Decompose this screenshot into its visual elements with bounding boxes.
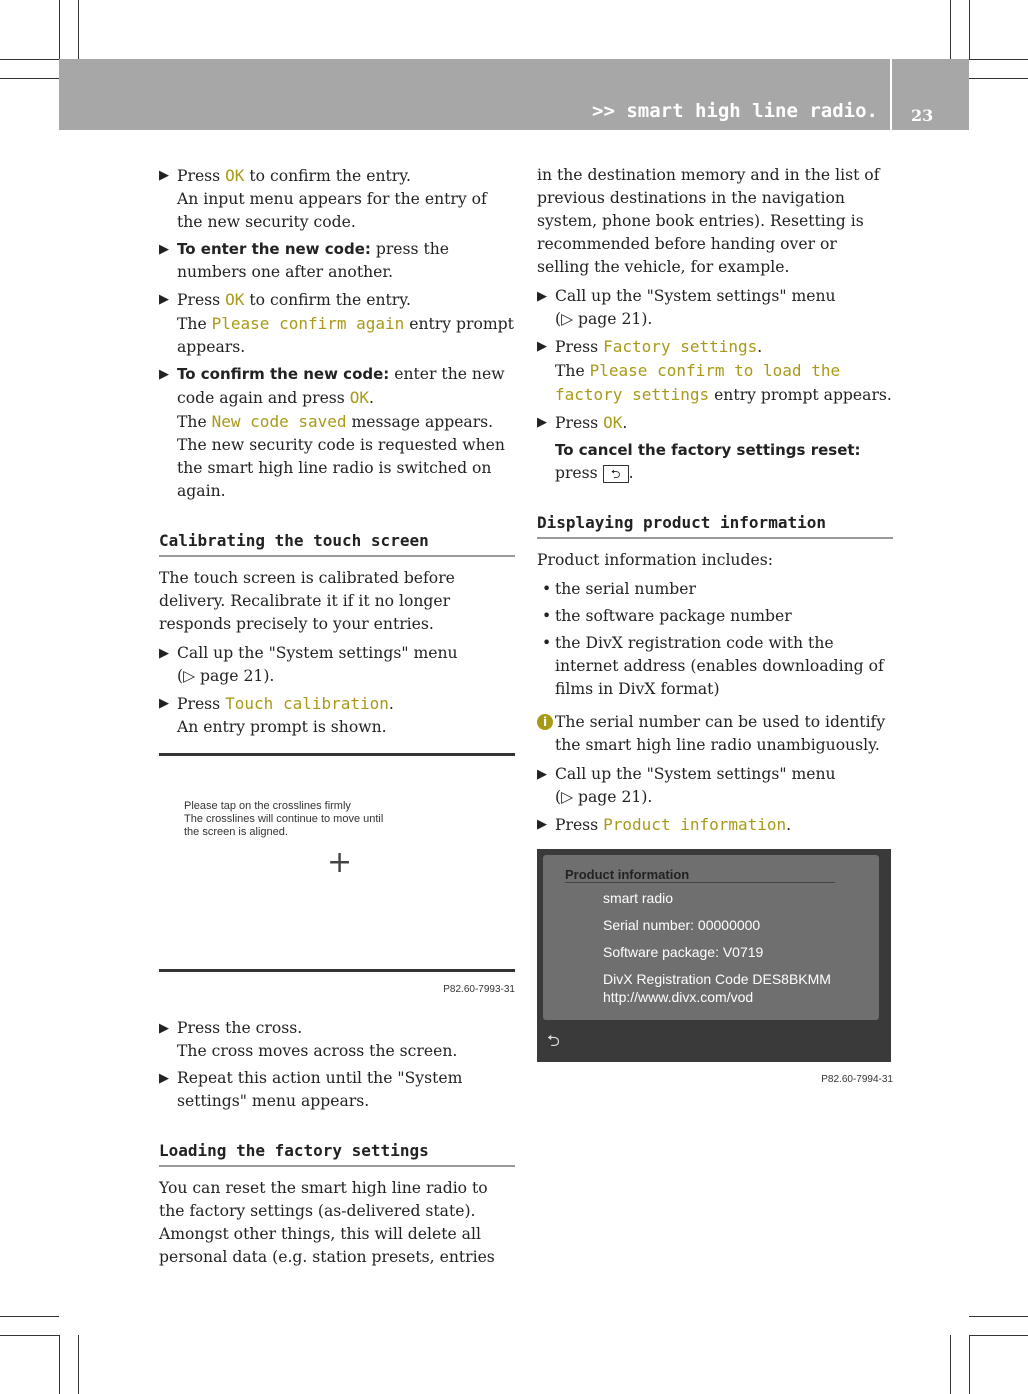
step: ▶ To confirm the new code: enter the new code again and press OK. The New code saved message appears. The new security code is requested when the smart high line radio is switched on again. xyxy=(159,365,505,500)
crop-mark xyxy=(78,0,79,59)
step-arrow-icon: ▶ xyxy=(159,696,169,711)
screen-instructions: Please tap on the crosslines firmly The crosslines will continue to move until the screen is aligned. xyxy=(184,800,384,838)
step-arrow-icon: ▶ xyxy=(537,415,547,430)
crop-mark xyxy=(969,0,970,59)
divx-url: http://www.divx.com/vod xyxy=(603,989,754,1005)
figure-caption: P82.60-7993-31 xyxy=(443,984,515,995)
list-item: • the serial number xyxy=(542,580,696,598)
step: ▶ Call up the "System settings" menu (▷ page 21). xyxy=(159,644,458,685)
step: ▶ Press Product information. xyxy=(537,815,792,834)
step: ▶ Call up the "System settings" menu (▷ page 21). xyxy=(537,287,836,328)
step: ▶ To enter the new code: press the numbers one after another. xyxy=(159,240,449,281)
paragraph: You can reset the smart high line radio to the factory settings (as-delivered state). Amongst other things, this will delete all personal data (e.g. station presets, entries xyxy=(159,1179,495,1266)
crop-mark xyxy=(0,78,59,79)
crop-mark xyxy=(950,0,951,59)
back-key-icon: ⮌ xyxy=(603,465,629,483)
crop-mark xyxy=(0,1316,59,1317)
step: ▶ Press OK to confirm the entry. An input menu appears for the entry of the new security code. xyxy=(159,166,487,231)
info-note: i The serial number can be used to identify the smart high line radio unambiguously. xyxy=(537,711,893,757)
crop-mark xyxy=(0,1335,59,1336)
chapter-title: >> smart high line radio. xyxy=(592,100,878,122)
step: ▶ Repeat this action until the "System settings" menu appears. xyxy=(159,1069,463,1110)
step-arrow-icon: ▶ xyxy=(159,1021,169,1036)
section-heading-product-info: Displaying product information xyxy=(537,511,893,539)
crop-mark xyxy=(969,1316,1028,1317)
divx-code: DivX Registration Code DES8BKMM xyxy=(603,971,831,987)
step-arrow-icon: ▶ xyxy=(159,646,169,661)
step: ▶ Press Factory settings. The Please confirm to load the factory settings entry prompt appears. xyxy=(537,337,892,404)
back-icon: ⮌ xyxy=(547,1031,560,1050)
section-heading-calibration: Calibrating the touch screen xyxy=(159,529,515,557)
step-arrow-icon: ▶ xyxy=(537,339,547,354)
right-column xyxy=(537,164,893,1107)
crop-mark xyxy=(969,59,1028,60)
list-item: • the DivX registration code with the internet address (enables downloading of films in DivX format) xyxy=(542,634,884,698)
product-info-panel xyxy=(543,855,879,1020)
paragraph: in the destination memory and in the list of previous destinations in the navigation system, phone book entries). Resetting is recommended before handing over or selling the vehicle, for example. xyxy=(537,166,880,276)
product-info-screenshot xyxy=(537,849,891,1062)
crop-mark xyxy=(969,1335,970,1394)
calibration-screenshot xyxy=(159,753,515,972)
paragraph: Product information includes: xyxy=(537,551,773,569)
crop-mark xyxy=(969,1335,1028,1336)
figure-caption: P82.60-7994-31 xyxy=(821,1074,893,1085)
page-number: 23 xyxy=(911,106,934,125)
step-arrow-icon: ▶ xyxy=(159,168,169,183)
panel-divider xyxy=(565,882,835,883)
step-arrow-icon: ▶ xyxy=(159,292,169,307)
serial-number: Serial number: 00000000 xyxy=(603,917,761,933)
crop-mark xyxy=(59,1335,60,1394)
crop-mark xyxy=(969,78,1028,79)
left-column xyxy=(159,164,515,1269)
step: ▶ Press OK. To cancel the factory settings reset: press ⮌ . xyxy=(537,413,861,482)
header-divider xyxy=(890,59,892,130)
page-header xyxy=(59,59,969,130)
step-arrow-icon: ▶ xyxy=(537,289,547,304)
crop-mark xyxy=(78,1335,79,1394)
step-arrow-icon: ▶ xyxy=(159,242,169,257)
section-heading-factory: Loading the factory settings xyxy=(159,1139,515,1167)
panel-title: Product information xyxy=(565,867,690,882)
device-name: smart radio xyxy=(603,890,674,906)
step: ▶ Call up the "System settings" menu (▷ page 21). xyxy=(537,765,836,806)
paragraph: The touch screen is calibrated before delivery. Recalibrate it if it no longer responds precisely to your entries. xyxy=(159,569,455,633)
step-arrow-icon: ▶ xyxy=(537,817,547,832)
step: ▶ Press Touch calibration. An entry prompt is shown. xyxy=(159,694,394,736)
step-arrow-icon: ▶ xyxy=(537,767,547,782)
step: ▶ Press OK to confirm the entry. The Please confirm again entry prompt appears. xyxy=(159,290,514,356)
crosshair-icon: + xyxy=(327,845,353,880)
step-arrow-icon: ▶ xyxy=(159,367,169,382)
step-arrow-icon: ▶ xyxy=(159,1071,169,1086)
software-package: Software package: V0719 xyxy=(603,944,764,960)
info-icon: i xyxy=(537,714,553,730)
crop-mark xyxy=(950,1335,951,1394)
list-item: • the software package number xyxy=(542,607,792,625)
crop-mark xyxy=(59,0,60,59)
display-text: OK xyxy=(225,166,245,185)
crop-mark xyxy=(0,59,59,60)
step: ▶ Press the cross. The cross moves across the screen. xyxy=(159,1019,458,1060)
